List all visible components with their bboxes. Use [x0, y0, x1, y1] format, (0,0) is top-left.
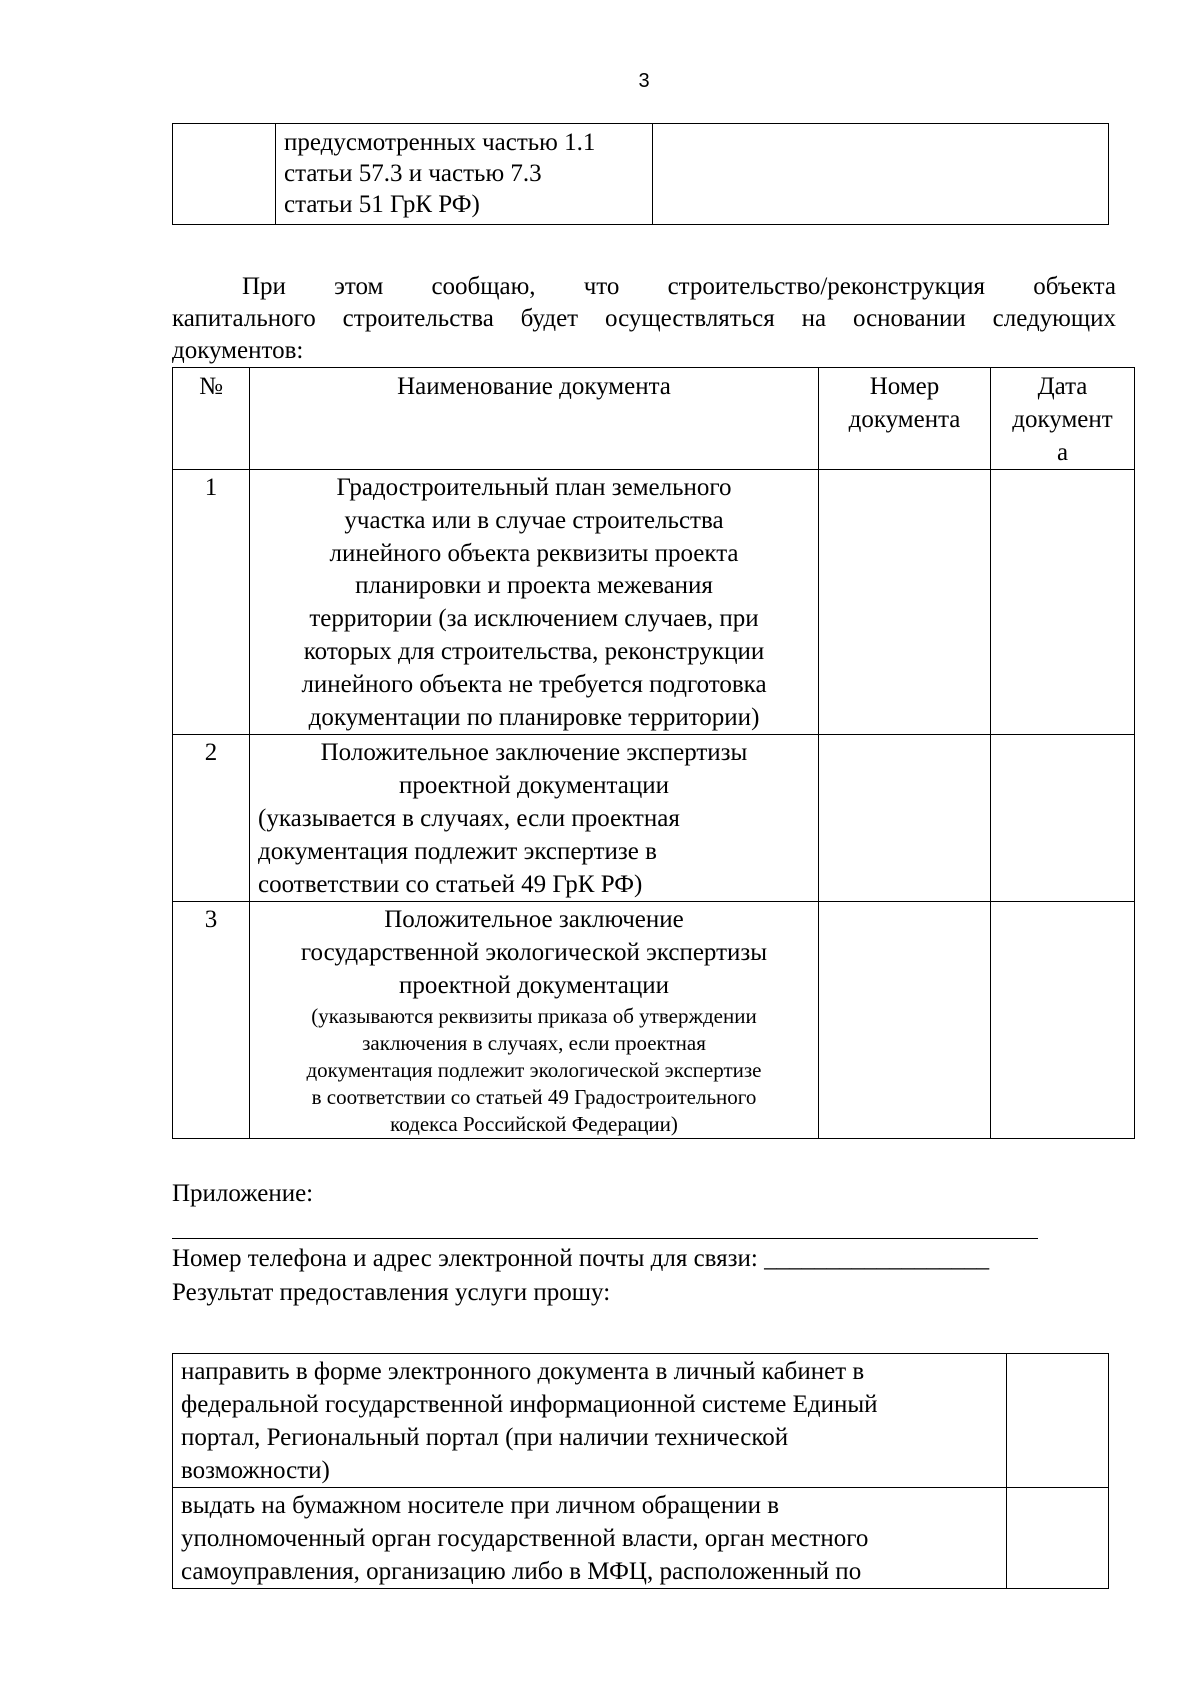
attachment-underline	[172, 1238, 1038, 1239]
document-date-cell	[991, 902, 1135, 1138]
document-name	[250, 735, 819, 902]
documents-table	[172, 367, 1135, 1139]
result-option-mark[interactable]	[1007, 1488, 1109, 1589]
document-date-cell	[991, 735, 1135, 902]
table-cell	[173, 124, 276, 225]
table-row	[173, 124, 1109, 225]
contact-label: Номер телефона и адрес электронной почты для связи: __________________	[172, 1245, 990, 1272]
table-row	[173, 1488, 1109, 1589]
document-title: Положительное заключение государственной экологической экспертизы проектной документации	[300, 906, 768, 999]
document-note: (указывается в случаях, если проектная документация подлежит экспертизе в соответствии со статьей 49 ГрК РФ)	[258, 804, 680, 898]
intro-paragraph-line: При этом сообщаю, что строительство/реконструкция объекта	[242, 273, 1116, 300]
table-row	[173, 902, 1135, 1138]
document-name	[250, 902, 819, 1138]
column-header-date: Дата документ а	[991, 368, 1135, 470]
intro-paragraph-line: капитального строительства будет осуществляться на основании следующих	[172, 305, 1116, 332]
table-row	[173, 735, 1135, 902]
document-number-cell	[819, 902, 991, 1138]
result-label: Результат предоставления услуги прошу:	[172, 1279, 611, 1306]
attachment-label: Приложение:	[172, 1180, 314, 1207]
table-row	[173, 1354, 1109, 1488]
page-number: 3	[638, 70, 650, 92]
result-option-text: выдать на бумажном носителе при личном обращении в уполномоченный орган государственной власти, орган местного самоуправления, организацию либо в МФЦ, расположенный по	[173, 1488, 1007, 1589]
document-note: (указываются реквизиты приказа об утверждении заключения в случаях, если проектная документация подлежит экологической экспертизе в соответствии со статьей 49 Градостроительного кодекса Российской Федерации)	[306, 1003, 762, 1136]
row-number: 1	[173, 470, 250, 735]
table-cell	[653, 124, 1109, 225]
column-header-name: Наименование документа	[250, 368, 819, 470]
row-number: 2	[173, 735, 250, 902]
table-header-row	[173, 368, 1135, 470]
row-number: 3	[173, 902, 250, 1138]
document-number-cell	[819, 735, 991, 902]
column-header-num: №	[173, 368, 250, 470]
document-name: Градостроительный план земельного участка или в случае строительства линейного объекта реквизиты проекта планировки и проекта межевания территории (за исключением случаев, при которых для строительства, реконструкции линейного объекта не требуется подготовка документации по планировке территории)	[250, 470, 819, 735]
result-option-mark[interactable]	[1007, 1354, 1109, 1488]
intro-paragraph-line: документов:	[172, 337, 304, 364]
column-header-number: Номер документа	[819, 368, 991, 470]
document-number-cell	[819, 470, 991, 735]
result-options-table	[172, 1353, 1109, 1589]
continuation-table	[172, 123, 1109, 225]
result-option-text: направить в форме электронного документа в личный кабинет в федеральной государственной информационной системе Единый портал, Региональный портал (при наличии технической возможности)	[173, 1354, 1007, 1488]
table-cell: предусмотренных частью 1.1 статьи 57.3 и частью 7.3 статьи 51 ГрК РФ)	[276, 124, 653, 225]
document-date-cell	[991, 470, 1135, 735]
document-title: Положительное заключение экспертизы проектной документации	[320, 739, 748, 800]
table-row	[173, 470, 1135, 735]
